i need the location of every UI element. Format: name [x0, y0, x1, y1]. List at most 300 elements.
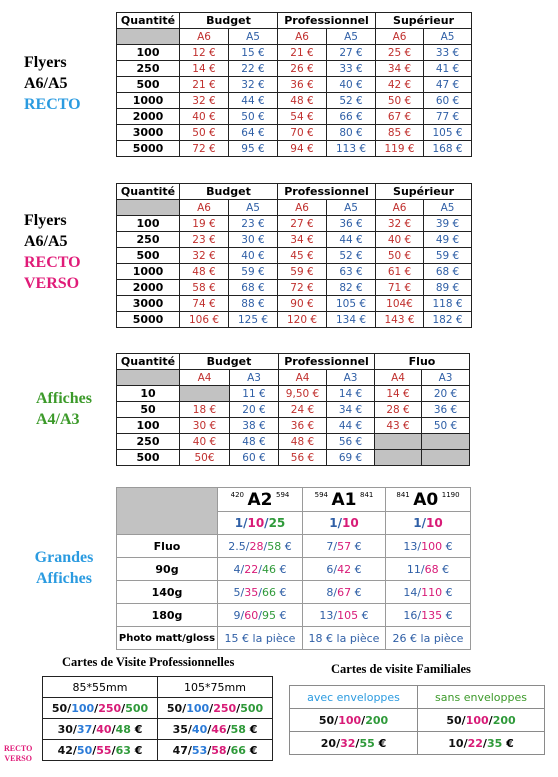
- size-a6: A6: [376, 29, 424, 45]
- quantity-cell: 250: [117, 232, 180, 248]
- price-value: 95: [261, 608, 276, 622]
- price-cell: 32 €: [180, 248, 229, 264]
- qty-a2: [218, 512, 303, 535]
- sep: /: [92, 722, 97, 736]
- price-cell: 50 €: [422, 418, 470, 434]
- table-row: [117, 109, 472, 125]
- qty-value: 200: [492, 713, 516, 727]
- table-row: [117, 558, 471, 581]
- price-cell: 42 €: [376, 77, 424, 93]
- euro-sign: €: [275, 562, 287, 576]
- price-cell: 88 €: [229, 296, 278, 312]
- price-value: 66: [230, 743, 246, 757]
- price-cell: 90 €: [278, 296, 327, 312]
- quantity-cell: 5000: [117, 312, 180, 328]
- price-cell: [303, 581, 386, 604]
- sep: /: [333, 562, 338, 576]
- price-cell: 36 €: [422, 402, 470, 418]
- size-a3: A3: [230, 370, 279, 386]
- paper-label: 90g: [117, 558, 218, 581]
- qty-value: 10: [426, 516, 443, 530]
- format-height: 594: [276, 490, 290, 499]
- sep: /: [258, 608, 262, 622]
- price-value: 11: [406, 562, 421, 576]
- format-a0: [386, 488, 471, 512]
- size-a4: A4: [375, 370, 422, 386]
- table-row: [117, 93, 472, 109]
- flyers-rv-label: [24, 210, 81, 294]
- euro-sign: €: [275, 608, 287, 622]
- price-value: 47: [172, 743, 188, 757]
- price-cell: 34 €: [376, 61, 424, 77]
- price-cell: 14 €: [327, 386, 375, 402]
- paper-label: 180g: [117, 604, 218, 627]
- sep: /: [226, 722, 231, 736]
- size-a6: A6: [278, 200, 327, 216]
- size-a5: A5: [327, 29, 376, 45]
- qty-value: 250: [98, 701, 122, 715]
- price-cell: 20 €: [422, 386, 470, 402]
- price-cell: 19 €: [180, 216, 229, 232]
- price-cell: 50 €: [229, 109, 278, 125]
- price-cell: 36 €: [278, 77, 327, 93]
- price-cell: 56 €: [279, 450, 327, 466]
- quantity-cell: 100: [117, 216, 180, 232]
- price-cell: 105 €: [327, 296, 376, 312]
- price-cell: 28 €: [375, 402, 422, 418]
- euro-sign: €: [502, 736, 514, 750]
- flyers-recto-label: [24, 52, 81, 115]
- sep: /: [111, 722, 116, 736]
- price-cell: 20 €: [230, 402, 279, 418]
- price-value: 57: [337, 539, 352, 553]
- sep: /: [463, 736, 468, 750]
- label-line-format: A6/A5: [24, 233, 68, 250]
- price-cell: 69 €: [327, 450, 375, 466]
- price-rows: [117, 386, 470, 466]
- header-professionnel: Professionnel: [278, 184, 376, 200]
- price-cell: 14 €: [180, 61, 229, 77]
- price-cell: 27 €: [278, 216, 327, 232]
- photo-label: Photo matt/gloss: [117, 627, 218, 650]
- size-a6: A6: [180, 200, 229, 216]
- price-value: 35: [244, 585, 259, 599]
- qty-value: 1: [234, 516, 244, 530]
- price-cell: 32 €: [376, 216, 424, 232]
- price-cell: 14 €: [375, 386, 422, 402]
- header-avec-enveloppes: avec enveloppes: [290, 686, 418, 709]
- header-superieur: Supérieur: [376, 13, 472, 29]
- price-cell: 74 €: [180, 296, 229, 312]
- quantity-cell: 3000: [117, 125, 180, 141]
- qty-value: 10: [342, 516, 359, 530]
- label-line-format: A4/A3: [36, 411, 80, 428]
- gray-cell: [117, 370, 180, 386]
- price-cell: [218, 535, 303, 558]
- cv-qty-cell: [158, 698, 273, 719]
- format-name: A2: [247, 489, 273, 510]
- price-cell: 26 €: [278, 61, 327, 77]
- photo-price-a0: 26 € la pièce: [386, 627, 471, 650]
- price-cell: 77 €: [424, 109, 472, 125]
- price-rows: [117, 45, 472, 157]
- price-cell: [386, 558, 471, 581]
- euro-sign: €: [358, 608, 369, 622]
- sep: /: [207, 743, 212, 757]
- table-row: [117, 77, 472, 93]
- price-value: 16: [403, 608, 418, 622]
- euro-sign: €: [351, 539, 362, 553]
- price-cell: 119 €: [376, 141, 424, 157]
- price-value: 20: [320, 736, 337, 750]
- price-cell: 18 €: [180, 402, 230, 418]
- price-value: 2.5: [228, 539, 246, 553]
- qty-value: 1: [329, 516, 338, 530]
- grandes-price-rows: [117, 535, 471, 627]
- price-value: 110: [421, 585, 443, 599]
- table-row: [117, 402, 470, 418]
- photo-price-a1: 18 € la pièce: [303, 627, 386, 650]
- table-row: [117, 418, 470, 434]
- price-value: 4: [233, 562, 241, 576]
- header-budget: Budget: [180, 184, 278, 200]
- price-cell: 25 €: [376, 45, 424, 61]
- table-row: [117, 581, 471, 604]
- table-row: [117, 604, 471, 627]
- quantity-cell: 5000: [117, 141, 180, 157]
- cv-fam-table: [289, 685, 545, 755]
- table-row: [43, 740, 273, 761]
- sep: /: [182, 701, 187, 715]
- table-row: [117, 232, 472, 248]
- price-cell: [303, 558, 386, 581]
- cv-price-rows: [43, 719, 273, 761]
- price-cell: 48 €: [180, 264, 229, 280]
- sep: /: [72, 722, 77, 736]
- price-value: 63: [115, 743, 131, 757]
- price-cell: 89 €: [424, 280, 472, 296]
- table-row: [117, 141, 472, 157]
- price-cell: 38 €: [230, 418, 279, 434]
- paper-label: Fluo: [117, 535, 218, 558]
- size-a6: A6: [278, 29, 327, 45]
- price-value: 55: [359, 736, 375, 750]
- price-cell: [303, 604, 386, 627]
- table-row: [117, 61, 472, 77]
- header-quantite: Quantité: [117, 184, 180, 200]
- flyers-rv-table: [116, 183, 472, 328]
- size-a4: A4: [279, 370, 327, 386]
- price-cell: [43, 719, 158, 740]
- gray-cell: [117, 200, 180, 216]
- photo-price-a2: 15 € la pièce: [218, 627, 303, 650]
- price-cell: [386, 535, 471, 558]
- sep: /: [421, 516, 427, 530]
- sep: /: [243, 516, 248, 530]
- euro-sign: €: [374, 736, 387, 750]
- price-cell: [386, 604, 471, 627]
- price-value: 68: [424, 562, 439, 576]
- price-value: 42: [57, 743, 73, 757]
- price-value: 8: [326, 585, 334, 599]
- table-row: [117, 216, 472, 232]
- fam-qty-cell: [418, 709, 545, 732]
- euro-sign: €: [130, 722, 143, 736]
- cv-qty-cell: [43, 698, 158, 719]
- table-row: [117, 450, 470, 466]
- price-cell: [158, 740, 273, 761]
- sep: /: [240, 562, 245, 576]
- cv-size-85x55: 85*55mm: [43, 677, 158, 698]
- quantity-cell: 100: [117, 418, 180, 434]
- qty-value: 250: [213, 701, 237, 715]
- price-cell: 24 €: [279, 402, 327, 418]
- quantity-cell: 3000: [117, 296, 180, 312]
- price-cell: 50 €: [376, 93, 424, 109]
- price-cell: 68 €: [424, 264, 472, 280]
- sep: /: [264, 516, 269, 530]
- price-cell: 33 €: [424, 45, 472, 61]
- format-name: A1: [331, 489, 357, 510]
- price-value: 46: [261, 562, 276, 576]
- price-cell: 59 €: [278, 264, 327, 280]
- gray-cell: [422, 434, 470, 450]
- price-cell: 48 €: [279, 434, 327, 450]
- gray-corner-cell: [117, 488, 218, 535]
- euro-sign: €: [351, 585, 362, 599]
- sep: /: [333, 585, 338, 599]
- price-cell: 34 €: [327, 402, 375, 418]
- cv-side-label: [4, 744, 32, 764]
- price-cell: 182 €: [424, 312, 472, 328]
- price-cell: [158, 719, 273, 740]
- side-label-verso: VERSO: [4, 754, 32, 763]
- sep: /: [245, 539, 250, 553]
- euro-sign: €: [442, 585, 453, 599]
- price-value: 7: [326, 539, 334, 553]
- price-cell: 68 €: [229, 280, 278, 296]
- table-row: [117, 264, 472, 280]
- table-row: [117, 280, 472, 296]
- qty-value: 50: [51, 701, 68, 715]
- side-label-recto: RECTO: [4, 744, 33, 753]
- price-value: 48: [115, 722, 131, 736]
- size-a3: A3: [422, 370, 470, 386]
- price-cell: 67 €: [376, 109, 424, 125]
- quantity-cell: 2000: [117, 109, 180, 125]
- price-cell: 61 €: [376, 264, 424, 280]
- price-cell: 95 €: [229, 141, 278, 157]
- sep: /: [240, 585, 245, 599]
- price-cell: 45 €: [278, 248, 327, 264]
- price-cell: 36 €: [327, 216, 376, 232]
- quantity-cell: 250: [117, 61, 180, 77]
- table-row: [117, 386, 470, 402]
- price-cell: 40 €: [180, 109, 229, 125]
- sep: /: [187, 743, 192, 757]
- price-value: 66: [261, 585, 276, 599]
- price-cell: 15 €: [229, 45, 278, 61]
- price-value: 135: [421, 608, 443, 622]
- price-cell: 168 €: [424, 141, 472, 157]
- cv-pro-title: Cartes de Visite Professionnelles: [62, 655, 235, 669]
- price-cell: 22 €: [229, 61, 278, 77]
- sep: /: [482, 736, 487, 750]
- quantity-cell: 2000: [117, 280, 180, 296]
- format-a2: [218, 488, 303, 512]
- header-sans-enveloppes: sans enveloppes: [418, 686, 545, 709]
- price-cell: [386, 581, 471, 604]
- sep: /: [337, 516, 343, 530]
- quantity-cell: 10: [117, 386, 180, 402]
- price-cell: 43 €: [375, 418, 422, 434]
- price-cell: 44 €: [327, 232, 376, 248]
- qty-value: 100: [71, 701, 95, 715]
- price-cell: 32 €: [229, 77, 278, 93]
- header-budget: Budget: [180, 354, 279, 370]
- price-cell: 44 €: [327, 418, 375, 434]
- sep: /: [236, 701, 241, 715]
- price-value: 58: [267, 539, 282, 553]
- header-fluo: Fluo: [375, 354, 470, 370]
- price-value: 40: [96, 722, 112, 736]
- price-cell: 72 €: [278, 280, 327, 296]
- qty-a1: [303, 512, 386, 535]
- price-cell: 56 €: [327, 434, 375, 450]
- quantity-cell: 50: [117, 402, 180, 418]
- grandes-label: [29, 547, 99, 589]
- qty-value: 50: [446, 713, 462, 727]
- size-a5: A5: [424, 29, 472, 45]
- grandes-affiches-table: [116, 487, 471, 650]
- qty-value: 50: [318, 713, 335, 727]
- sep: /: [209, 701, 214, 715]
- sep: /: [333, 539, 338, 553]
- price-cell: [303, 535, 386, 558]
- qty-value: 500: [125, 701, 149, 715]
- price-cell: [218, 604, 303, 627]
- price-cell: 21 €: [180, 77, 229, 93]
- price-cell: 94 €: [278, 141, 327, 157]
- gray-cell: [375, 434, 422, 450]
- cv-pro-table: [42, 676, 273, 761]
- price-cell: 80 €: [327, 125, 376, 141]
- sep: /: [72, 743, 77, 757]
- sep: /: [121, 701, 126, 715]
- price-cell: 70 €: [278, 125, 327, 141]
- table-row: [43, 719, 273, 740]
- qty-value: 100: [465, 713, 489, 727]
- price-cell: 23 €: [180, 232, 229, 248]
- label-line-affiches: Affiches: [36, 390, 92, 407]
- sep: /: [263, 539, 268, 553]
- fam-qty-cell: [290, 709, 418, 732]
- price-cell: 60 €: [230, 450, 279, 466]
- quantity-cell: 100: [117, 45, 180, 61]
- price-cell: 58 €: [180, 280, 229, 296]
- price-cell: 52 €: [327, 93, 376, 109]
- price-value: 10: [448, 736, 464, 750]
- qty-value: 100: [186, 701, 210, 715]
- price-cell: 49 €: [424, 232, 472, 248]
- price-cell: 40 €: [180, 434, 230, 450]
- price-cell: 113 €: [327, 141, 376, 157]
- price-value: 9: [233, 608, 241, 622]
- price-cell: 52 €: [327, 248, 376, 264]
- price-cell: 40 €: [229, 248, 278, 264]
- sep: /: [111, 743, 116, 757]
- price-value: 30: [57, 722, 73, 736]
- header-professionnel: Professionnel: [279, 354, 375, 370]
- format-height: 841: [360, 490, 374, 499]
- qty-a0: [386, 512, 471, 535]
- price-value: 40: [191, 722, 208, 736]
- gray-cell: [375, 450, 422, 466]
- cv-size-105x75: 105*75mm: [158, 677, 273, 698]
- price-cell: 44 €: [229, 93, 278, 109]
- price-cell: 66 €: [327, 109, 376, 125]
- price-cell: 64 €: [229, 125, 278, 141]
- quantity-cell: 1000: [117, 93, 180, 109]
- price-value: 5: [233, 585, 241, 599]
- price-cell: 125 €: [229, 312, 278, 328]
- price-cell: 34 €: [278, 232, 327, 248]
- price-value: 105: [337, 608, 359, 622]
- price-cell: 48 €: [278, 93, 327, 109]
- sep: /: [420, 562, 425, 576]
- price-cell: 71 €: [376, 280, 424, 296]
- price-cell: 54 €: [278, 109, 327, 125]
- sep: /: [417, 585, 422, 599]
- price-value: 22: [467, 736, 483, 750]
- price-cell: 40 €: [327, 77, 376, 93]
- size-a4: A4: [180, 370, 230, 386]
- price-value: 6: [326, 562, 334, 576]
- label-line-affiches: Affiches: [36, 570, 92, 587]
- price-value: 37: [76, 722, 93, 736]
- header-professionnel: Professionnel: [278, 13, 376, 29]
- price-cell: 39 €: [424, 216, 472, 232]
- qty-value: 1: [413, 516, 422, 530]
- price-cell: 11 €: [230, 386, 279, 402]
- price-cell: 120 €: [278, 312, 327, 328]
- sep: /: [258, 562, 262, 576]
- price-value: 53: [191, 743, 208, 757]
- euro-sign: €: [442, 539, 453, 553]
- price-cell: 12 €: [180, 45, 229, 61]
- paper-label: 140g: [117, 581, 218, 604]
- cv-fam-title: Cartes de visite Familiales: [331, 662, 471, 676]
- price-cell: 32 €: [180, 93, 229, 109]
- euro-sign: €: [130, 743, 143, 757]
- price-value: 58: [211, 743, 227, 757]
- price-cell: 85 €: [376, 125, 424, 141]
- price-cell: 36 €: [279, 418, 327, 434]
- format-width: 420: [230, 490, 244, 499]
- fam-price-sans: [418, 732, 545, 755]
- price-value: 42: [337, 562, 352, 576]
- price-cell: 41 €: [424, 61, 472, 77]
- sep: /: [461, 713, 466, 727]
- affiches-table: [116, 353, 470, 466]
- price-cell: 59 €: [229, 264, 278, 280]
- price-cell: 48 €: [230, 434, 279, 450]
- price-cell: 21 €: [278, 45, 327, 61]
- qty-value: 10: [247, 516, 265, 530]
- sep: /: [355, 736, 360, 750]
- price-cell: 106 €: [180, 312, 229, 328]
- sep: /: [336, 736, 341, 750]
